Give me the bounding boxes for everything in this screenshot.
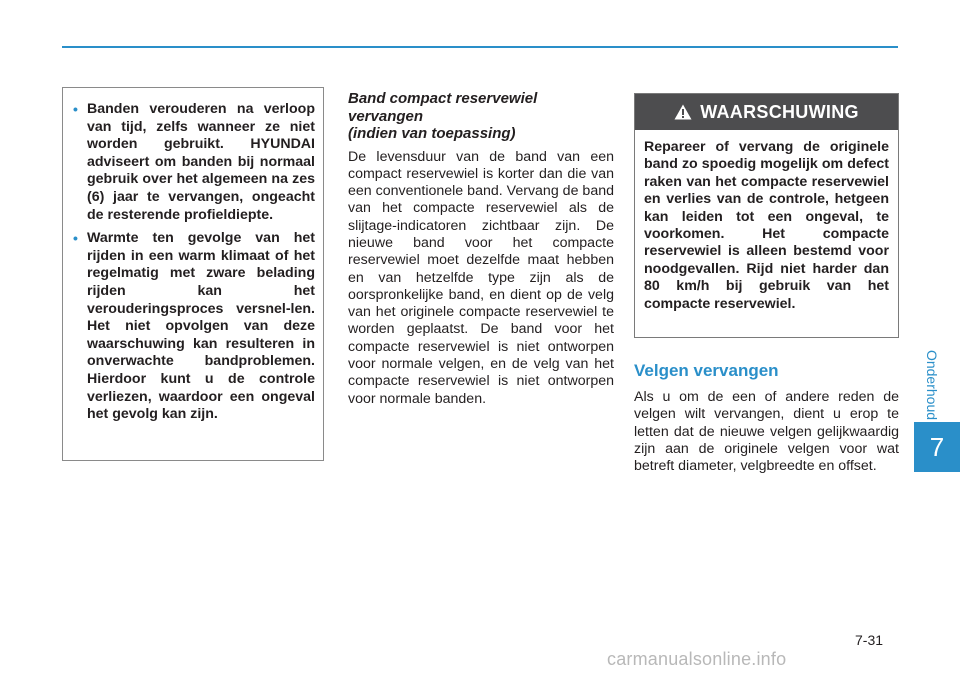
watermark: carmanualsonline.info [607,649,787,669]
warning-box [634,93,899,338]
note-box [62,87,324,461]
compact-spare-title-line1: Band compact reservewiel [348,90,538,107]
bullet-dot-icon: • [73,230,78,247]
header-rule [62,46,898,48]
warning-header-text: WAARSCHUWING [700,101,859,122]
wheels-body: Als u om de een of andere reden de velgen wilt vervangen, dient u erop te letten dat de nieuwe velgen gelijkwaardig zijn aan de originele velgen voor wat betreft diameter, velgbreedte en offset. [634,389,899,475]
compact-spare-title-line2: vervangen [348,107,424,125]
warning-body: Repareer of vervang de originele band zo spoedig mogelijk om defect raken van het compacte reservewiel en verlies van de controle, hetgeen kan leiden tot een ongeval, te voorkomen. Het compacte reservewiel is alleen bestemd voor noodgevallen. Rijd niet harder dan 80 km/h bij gebruik van het compacte reservewiel. [644,139,889,312]
warning-header [635,94,898,130]
warning-triangle-icon [674,104,692,120]
chapter-side-label [922,340,942,430]
note-item [73,230,315,424]
compact-spare-title-line3: (indien van toepassing) [348,125,516,142]
note-item-text: Banden verouderen na verloop van tijd, zelfs wanneer ze niet worden gebruikt. HYUNDAI adviseert om banden bij normaal gebruik over het algemeen na zes (6) jaar te vervangen, ongeacht de resterende profieldiepte. [87,101,315,223]
note-item-text: Warmte ten gevolge van het rijden in een warm klimaat of het regelmatig met zware belading rijden kan het verouderingsproces versnel-len. Het niet opvolgen van deze waarschuwing kan resulteren in onverwachte bandproblemen. Hierdoor kunt u de controle verliezen, waardoor een ongeval het gevolg kan zijn. [87,230,315,423]
note-list [73,101,315,424]
note-item [73,101,315,224]
wheels-heading: Velgen vervangen [634,361,779,380]
compact-spare-body: De levensduur van de band van een compact reservewiel is korter dan die van een conventionele band. Vervang de band van het compacte reservewiel als de slijtage-indicatoren zichtbaar zijn. De nieuwe band voor het compacte reservewiel moet dezelfde maat hebben en van hetzelfde type zijn als de oorspronkelijke band, en dient op de velg van het originele compacte reservewiel te worden geplaatst. De band voor het compacte reservewiel is niet ontworpen voor normale velgen, en de velg van het compacte reservewiel is niet ontworpen voor normale banden. [348,148,614,407]
page-number: 7-31 [855,632,884,648]
compact-spare-title [348,90,614,143]
bullet-dot-icon: • [73,101,78,117]
chapter-tab[interactable]: 7 [914,422,960,472]
wheels-section [634,361,899,475]
chapter-section-label: Onderhoud [924,349,940,421]
compact-spare-section [348,90,614,408]
